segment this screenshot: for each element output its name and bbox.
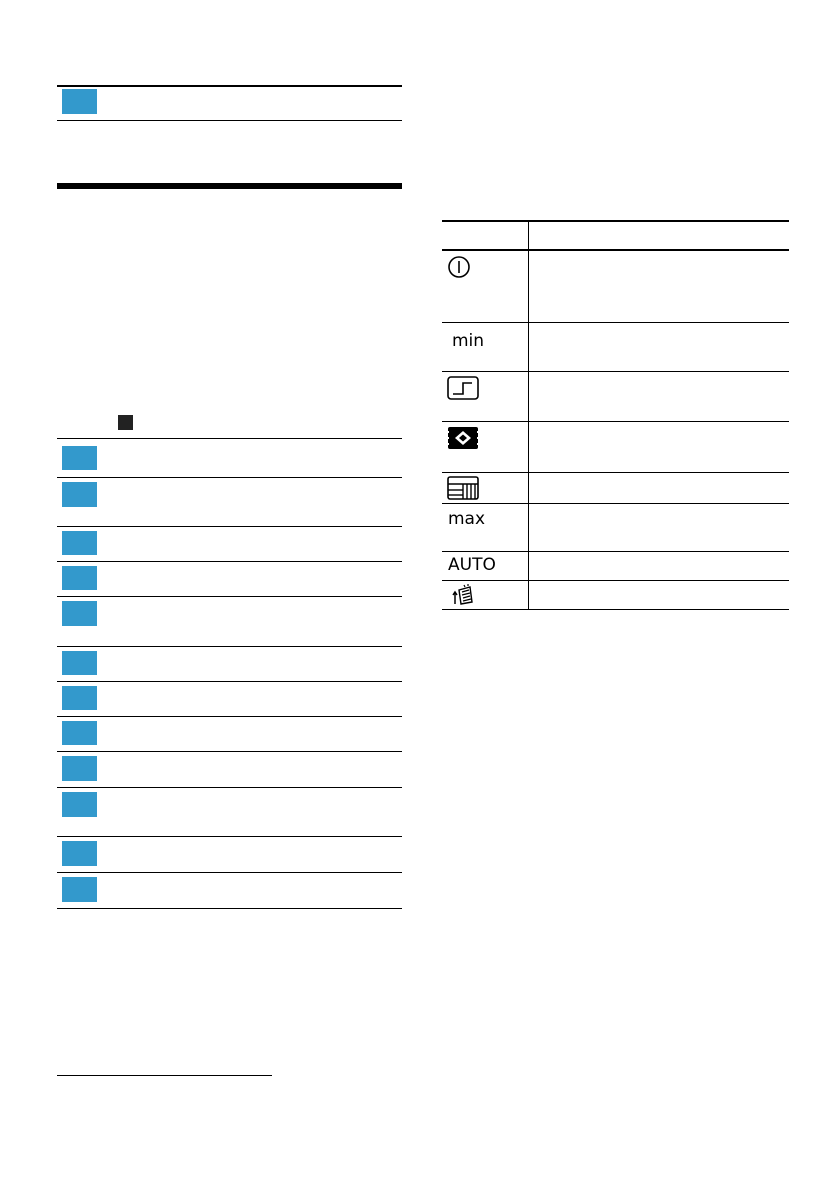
step-marker [62,601,97,626]
step-marker [62,651,97,675]
symbol-table-row-line [442,472,789,473]
top-table-line [57,120,402,121]
steps-line [57,836,402,837]
step-marker [62,841,97,866]
symbol-table-row-line [442,580,789,581]
steps-line [57,751,402,752]
footnote-separator [57,1075,272,1076]
steps-line [57,561,402,562]
step-marker [62,756,97,781]
step-marker [62,686,97,710]
symbol-table-row-line [442,551,789,552]
symbol-table-row-line [442,371,789,372]
step-marker [62,89,97,114]
symbol-table-row-line [442,503,789,504]
step-marker [62,482,97,507]
step-marker [62,531,97,555]
max-label: max [448,509,486,529]
step-marker [62,721,97,745]
symbol-table-header-line [442,249,789,251]
step-icon [447,376,479,404]
power-icon [447,255,471,283]
auto-label: AUTO [448,555,496,575]
steps-line [57,681,402,682]
steps-line [57,477,402,478]
steps-line [57,526,402,527]
symbol-table-bottom-line [442,609,789,610]
stop-square-icon [118,415,133,430]
symbol-table-top-line [442,220,789,222]
min-label: min [452,331,485,351]
steps-line [57,646,402,647]
step-marker [62,566,97,590]
cleaning-icon [452,584,474,610]
step-marker [62,446,97,470]
steps-line [57,716,402,717]
symbol-table-row-line [442,322,789,323]
steps-line [57,438,402,439]
grid-icon [447,476,479,504]
steps-line [57,787,402,788]
step-marker [62,877,97,902]
section-heading-rule [57,183,402,189]
top-table-line [57,85,402,87]
steps-line [57,596,402,597]
steps-line [57,872,402,873]
symbol-table-row-line [442,421,789,422]
step-marker [62,792,97,817]
steps-line [57,908,402,909]
diamond-icon [447,426,479,454]
